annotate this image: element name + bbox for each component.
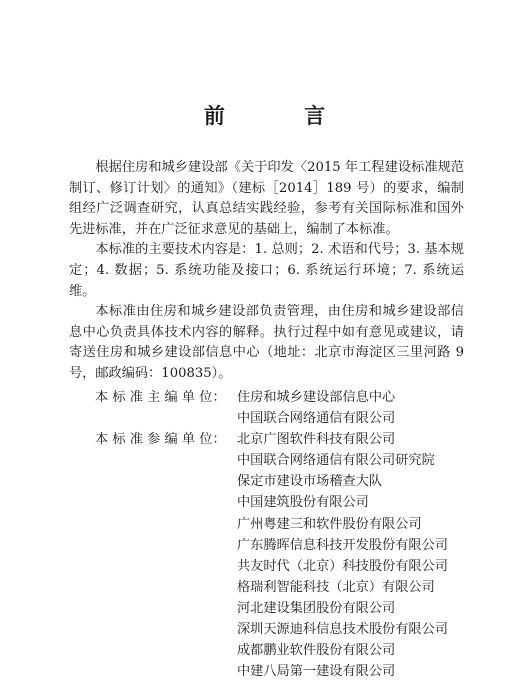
participating-unit: 广东腾晖信息科技开发股份有限公司 (237, 537, 448, 553)
chief-unit-row (69, 408, 489, 429)
paragraph-basis: 根据住房和城乡建设部《关于印发〈2015 年工程建设标准规范制订、修订计划〉的通知》（建标［2014］189 号）的要求，编制组经广泛调查研究，认真总结实践经验，参考有关国际标准和国外先进标准，并在广泛征求意见的基础上，编制了本标准。 (69, 160, 464, 237)
participating-unit: 保定市建设市场稽查大队 (237, 474, 383, 490)
preface-body (69, 158, 464, 385)
chief-unit-row (69, 387, 489, 408)
participating-unit: 格瑞利智能科技（北京）有限公司 (237, 579, 435, 595)
participating-unit-row (69, 471, 489, 492)
participating-unit-row (69, 640, 489, 661)
participating-unit: 中国建筑股份有限公司 (237, 495, 369, 511)
participating-unit-row (69, 429, 489, 450)
participating-unit-row (69, 535, 489, 556)
participating-unit: 北京广图软件科技有限公司 (237, 432, 396, 448)
participating-unit-row (69, 556, 489, 577)
participating-unit: 中建八局第一建设有限公司 (237, 664, 396, 680)
page-title: 前 言 (203, 103, 362, 128)
participating-unit: 共友时代（北京）科技股份有限公司 (237, 558, 448, 574)
participating-units-label: 本 标 准 参 编 单 位： (95, 432, 226, 448)
chief-unit: 住房和城乡建设部信息中心 (237, 390, 396, 405)
chief-units-label: 本 标 准 主 编 单 位： (95, 390, 226, 405)
participating-unit-row (69, 619, 489, 640)
participating-unit: 广州粤建三和软件股份有限公司 (237, 516, 422, 532)
participating-unit: 河北建设集团股份有限公司 (237, 600, 396, 616)
participating-unit-row (69, 514, 489, 535)
paragraph-management: 本标准由住房和城乡建设部负责管理，由住房和城乡建设部信息中心负责具体技术内容的解释。执行过程中如有意见或建议，请寄送住房和城乡建设部信息中心（地址：北京市海淀区三里河路 9 号，邮政编码：100835）。 (69, 304, 464, 381)
participating-unit: 深圳天源迪科信息技术股份有限公司 (237, 622, 448, 638)
paragraph-contents: 本标准的主要技术内容是：1. 总则；2. 术语和代号；3. 基本规定；4. 数据；5. 系统功能及接口；6. 系统运行环境；7. 系统运维。 (69, 242, 464, 299)
participating-unit: 中国联合网络通信有限公司研究院 (237, 453, 435, 469)
participating-unit-row (69, 577, 489, 598)
participating-unit-row (69, 598, 489, 619)
participating-unit-row (69, 450, 489, 471)
units-list (69, 387, 489, 682)
participating-unit-row (69, 492, 489, 513)
participating-unit-row (69, 661, 489, 682)
chief-unit: 中国联合网络通信有限公司 (237, 411, 396, 427)
participating-unit: 成都鹏业软件股份有限公司 (237, 643, 396, 659)
